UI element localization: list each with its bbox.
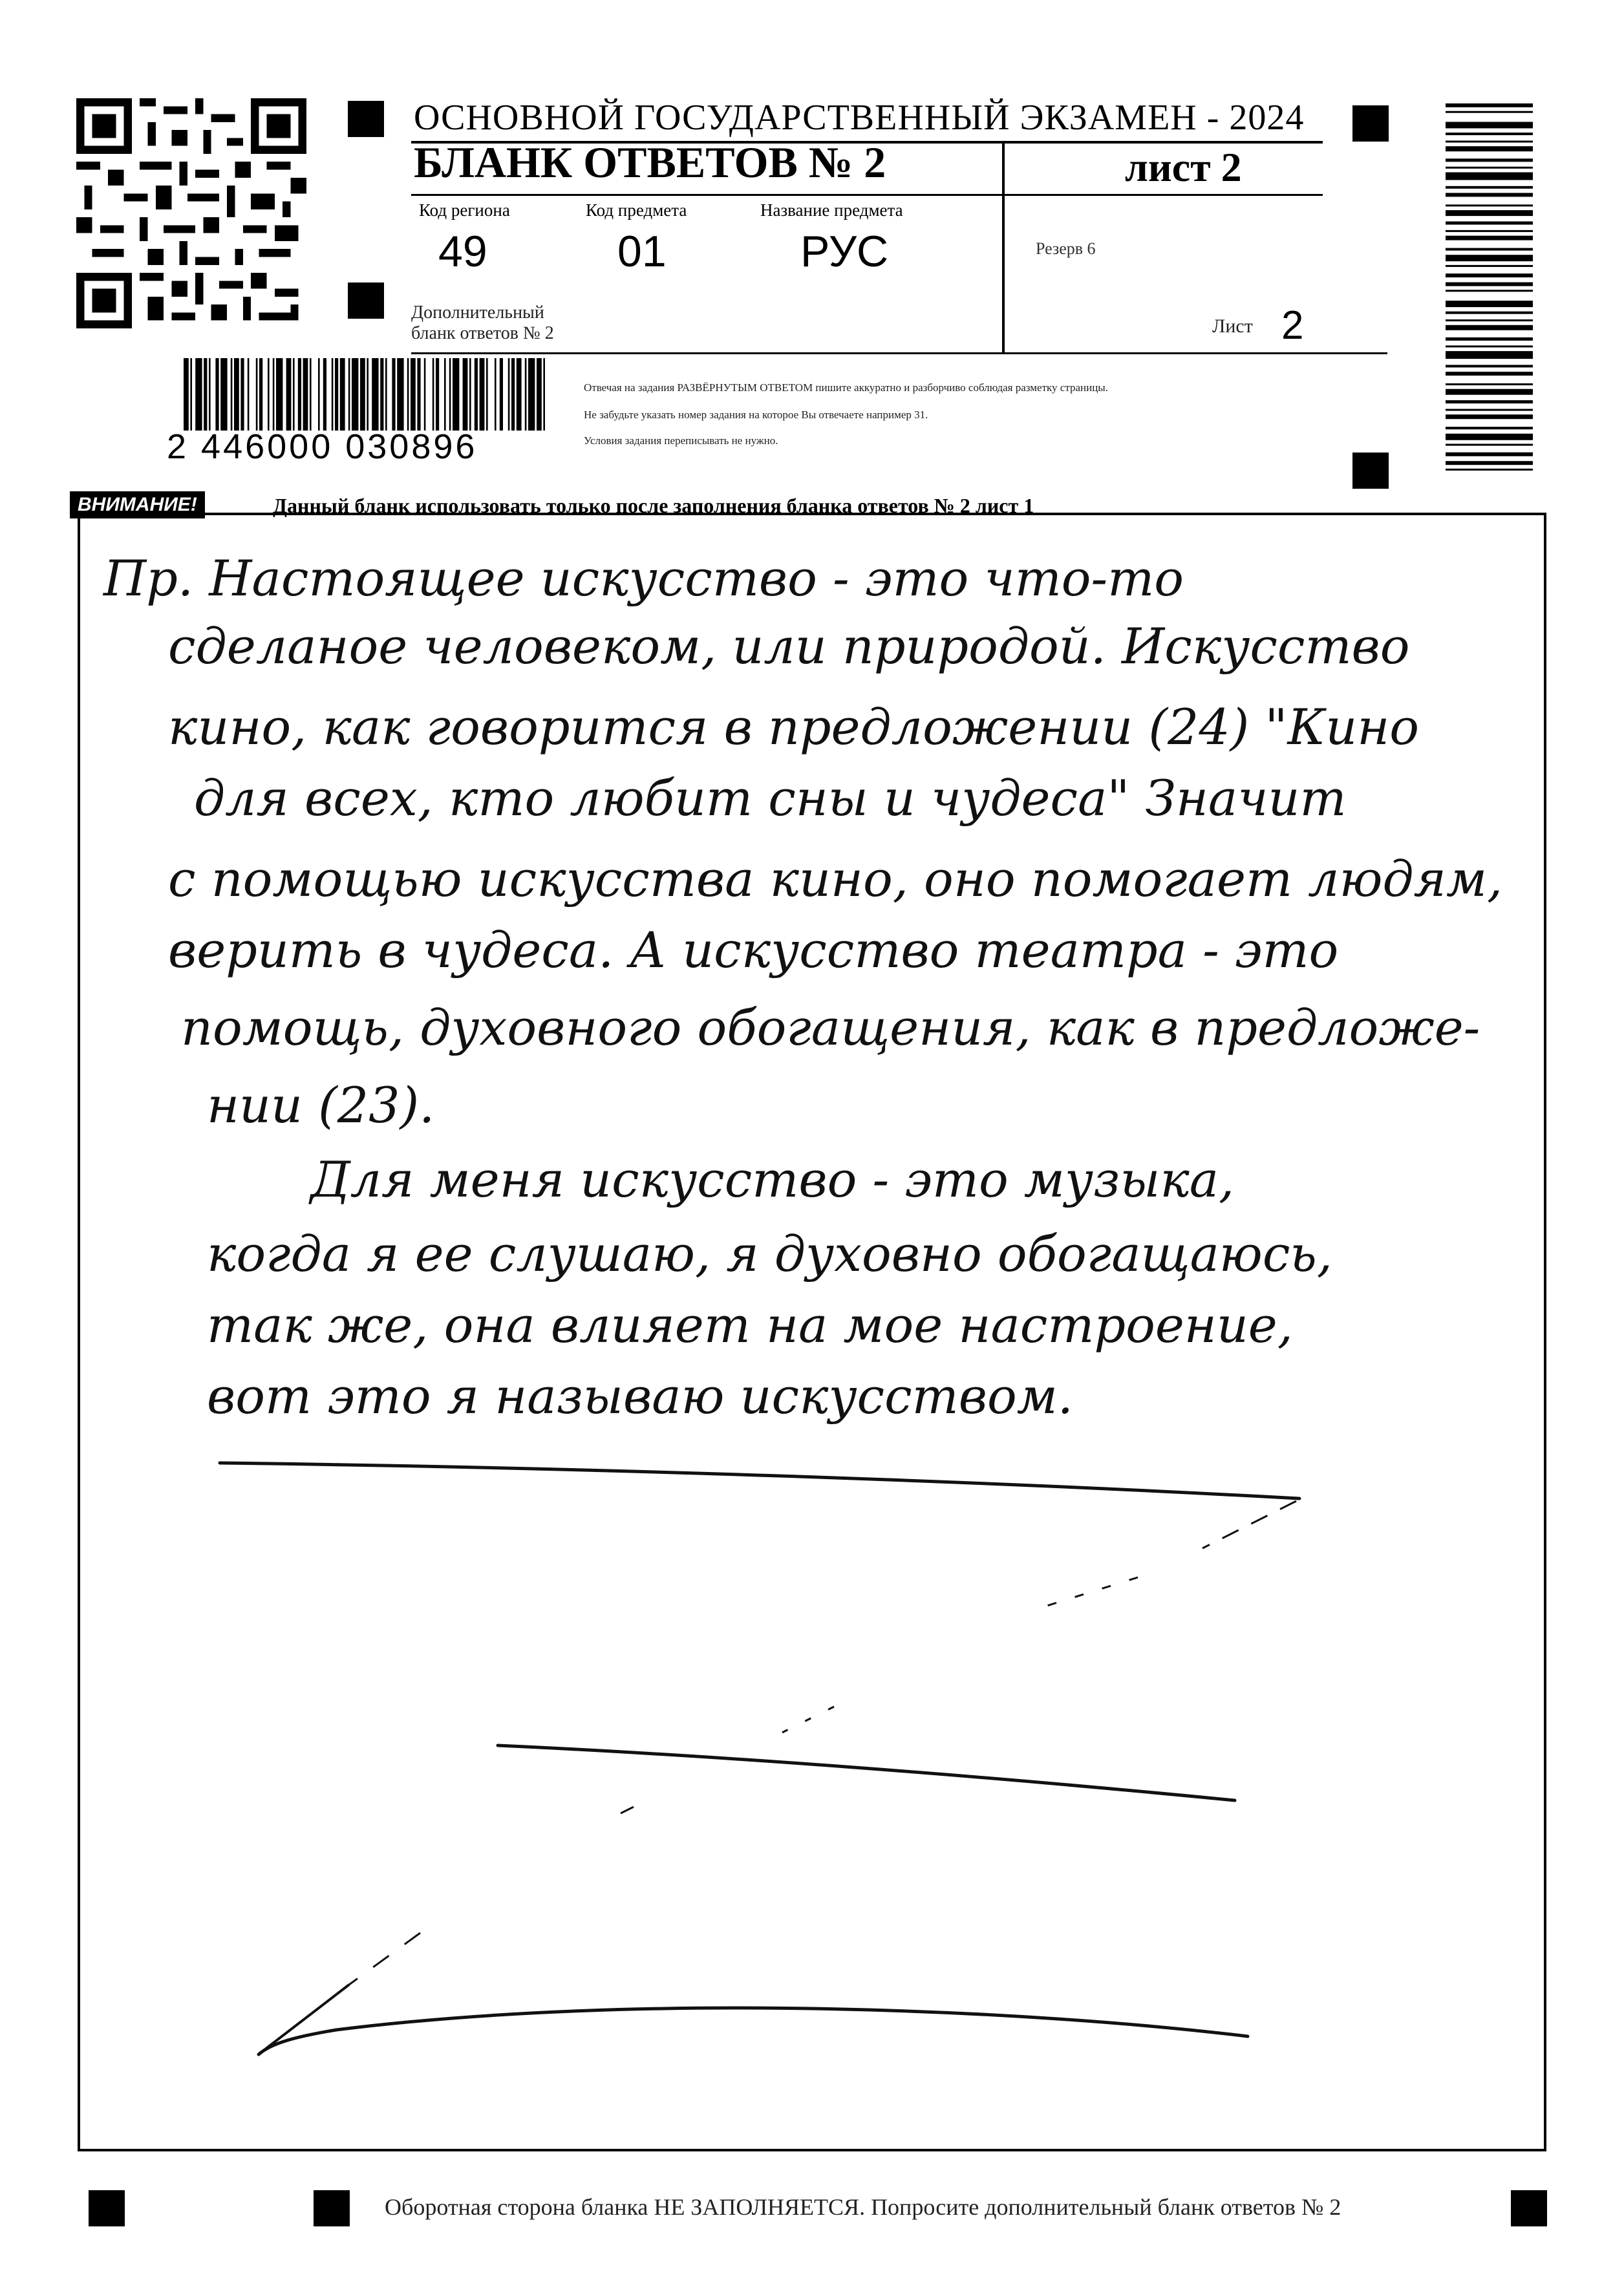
- sheet-number-value: 2: [1281, 303, 1304, 348]
- subject-name-value: РУС: [800, 227, 889, 276]
- strike-line-top: [220, 1463, 1299, 1498]
- footer-note: Оборотная сторона бланка НЕ ЗАПОЛНЯЕТСЯ. Попросите дополнительный бланк ответов № 2: [385, 2194, 1341, 2220]
- subject-name-label: Название предмета: [760, 200, 903, 220]
- instruction-line-1: Отвечая на задания РАЗВЁРНУТЫМ ОТВЕТОМ пишите аккуратно и разборчиво соблюдая разметку страницы.: [584, 381, 1108, 394]
- handwritten-line: когда я ее слушаю, я духовно обогащаюсь,: [207, 1225, 1332, 1283]
- handwritten-line: с помощью искусства кино, оно помогает людям,: [168, 850, 1503, 908]
- strike-line-diagonal: [265, 1985, 349, 2049]
- handwritten-line: для всех, кто любит сны и чудеса" Значит: [194, 769, 1347, 827]
- region-code-label: Код региона: [419, 200, 510, 220]
- region-code-value: 49: [438, 227, 487, 276]
- additional-form-label: Дополнительный бланк ответов № 2: [411, 303, 554, 343]
- barcode-number: 2 446000 030896: [167, 427, 478, 466]
- strike-line-bottom: [259, 2008, 1248, 2054]
- strike-line-diagonal: [1034, 1577, 1138, 1610]
- handwritten-line: так же, она влияет на мое настроение,: [207, 1296, 1293, 1354]
- warning-badge: ВНИМАНИЕ!: [70, 491, 205, 518]
- form-title: БЛАНК ОТВЕТОВ № 2: [414, 138, 886, 187]
- instruction-line-3: Условия задания переписывать не нужно.: [584, 434, 778, 447]
- exam-title: ОСНОВНОЙ ГОСУДАРСТВЕННЫЙ ЭКЗАМЕН - 2024: [414, 98, 1305, 138]
- handwritten-line: Пр. Настоящее искусство - это что-то: [103, 549, 1184, 607]
- warning-text: Данный бланк использовать только после заполнения бланка ответов № 2 лист 1: [273, 494, 1034, 517]
- strike-line-diagonal: [782, 1707, 834, 1733]
- strike-line-diagonal: [349, 1933, 420, 1985]
- handwritten-line: нии (23).: [207, 1076, 435, 1134]
- handwritten-line: помощь, духовного обогащения, как в предложе-: [181, 999, 1480, 1056]
- reserve-label: Резерв 6: [1036, 239, 1096, 258]
- strike-line-diagonal: [1202, 1501, 1296, 1548]
- handwritten-line: Для меня искусство - это музыка,: [310, 1151, 1235, 1208]
- strike-line-diagonal: [621, 1807, 634, 1813]
- handwritten-line: сделаное человеком, или природой. Искусство: [168, 617, 1410, 675]
- strike-line-middle: [498, 1745, 1235, 1800]
- sheet-label: лист 2: [1125, 144, 1242, 190]
- subject-code-label: Код предмета: [586, 200, 687, 220]
- subject-code-value: 01: [617, 227, 667, 276]
- handwritten-line: верить в чудеса. А искусство театра - это: [168, 921, 1339, 979]
- handwritten-line: вот это я называю искусством.: [207, 1367, 1073, 1425]
- sheet-number-label: Лист: [1212, 315, 1253, 337]
- handwritten-line: кино, как говорится в предложении (24) "Кино: [168, 698, 1420, 756]
- instruction-line-2: Не забудьте указать номер задания на которое Вы отвечаете например 31.: [584, 409, 928, 421]
